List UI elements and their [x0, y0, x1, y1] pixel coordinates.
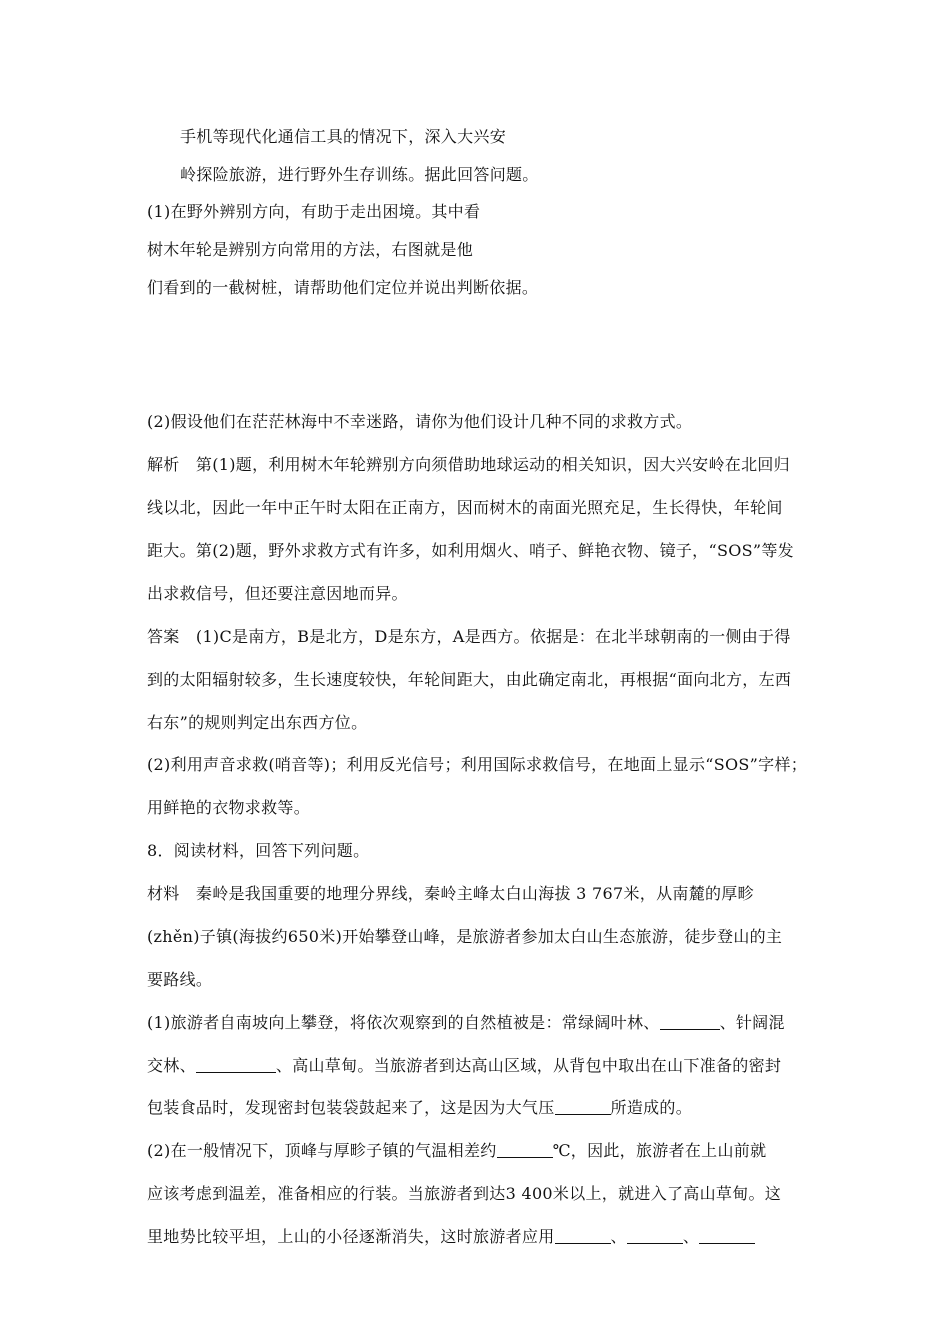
- answer-line-1: 答案 (1)C是南方，B是北方，D是东方，A是西方。依据是：在北半球朝南的一侧由于得: [147, 627, 791, 646]
- question-8-1-line-3: [147, 1097, 807, 1119]
- text-segment: 包装食品时，发现密封包装袋鼓起来了，这是因为大气压: [147, 1098, 555, 1117]
- question-7-1-line-1: (1)在野外辨别方向，有助于走出困境。其中看: [147, 202, 481, 221]
- intro-line-1: 手机等现代化通信工具的情况下，深入大兴安: [180, 127, 507, 146]
- answer-blank[interactable]: [699, 1227, 755, 1244]
- answer-line-5: 用鲜艳的衣物求救等。: [147, 798, 311, 817]
- material-line-2: (zhěn)子镇(海拔约650米)开始攀登山峰，是旅游者参加太白山生态旅游，徒步登山的主: [147, 927, 783, 946]
- answer-line-4: (2)利用声音求救(哨音等)；利用反光信号；利用国际求救信号，在地面上显示“SOS”字样；: [147, 755, 808, 774]
- answer-blank[interactable]: [497, 1141, 553, 1158]
- answer-blank[interactable]: [555, 1227, 611, 1244]
- question-8-2-line-3: [147, 1226, 807, 1248]
- material-line-1: 材料 秦岭是我国重要的地理分界线，秦岭主峰太白山海拔 3 767米，从南麓的厚畛: [147, 884, 754, 903]
- text-segment: (2)在一般情况下，顶峰与厚畛子镇的气温相差约: [147, 1141, 497, 1160]
- question-8-title: 8．阅读材料，回答下列问题。: [147, 841, 370, 860]
- answer-line-2: 到的太阳辐射较多，生长速度较快，年轮间距大，由此确定南北，再根据“面向北方，左西: [147, 670, 792, 689]
- separator: 、: [610, 1227, 627, 1246]
- text-segment: 里地势比较平坦，上山的小径逐渐消失，这时旅游者应用: [147, 1227, 555, 1246]
- intro-line-2: 岭探险旅游，进行野外生存训练。据此回答问题。: [180, 165, 539, 184]
- question-8-1-line-1: [147, 1012, 807, 1034]
- analysis-line-4: 出求救信号，但还要注意因地而异。: [147, 584, 408, 603]
- text-segment: 所造成的。: [610, 1098, 693, 1117]
- question-7-1-line-3: 们看到的一截树桩，请帮助他们定位并说出判断依据。: [147, 278, 539, 297]
- answer-blank[interactable]: [196, 1056, 276, 1073]
- question-8-2-line-2: 应该考虑到温差，准备相应的行装。当旅游者到达3 400米以上，就进入了高山草甸。这: [147, 1184, 782, 1203]
- answer-line-3: 右东”的规则判定出东西方位。: [147, 713, 368, 732]
- analysis-line-3: 距大。第(2)题，野外求救方式有许多，如利用烟火、哨子、鲜艳衣物、镜子，“SOS”等发: [147, 541, 794, 560]
- text-segment: 交林、: [147, 1056, 196, 1075]
- separator: 、: [682, 1227, 700, 1246]
- text-segment: 、针阔混: [719, 1013, 785, 1032]
- analysis-line-1: 解析 第(1)题，利用树木年轮辨别方向须借助地球运动的相关知识，因大兴安岭在北回归: [147, 455, 790, 474]
- question-8-1-line-2: [147, 1055, 807, 1077]
- answer-blank[interactable]: [660, 1013, 720, 1030]
- question-7-2: (2)假设他们在茫茫林海中不幸迷路，请你为他们设计几种不同的求救方式。: [147, 412, 693, 431]
- question-8-2-line-1: [147, 1140, 807, 1162]
- text-segment: ℃，因此，旅游者在上山前就: [552, 1141, 767, 1160]
- text-segment: 、高山草甸。当旅游者到达高山区域，从背包中取出在山下准备的密封: [275, 1056, 782, 1075]
- answer-blank[interactable]: [627, 1227, 683, 1244]
- analysis-line-2: 线以北，因此一年中正午时太阳在正南方，因而树木的南面光照充足，生长得快，年轮间: [147, 498, 783, 517]
- question-7-1-line-2: 树木年轮是辨别方向常用的方法，右图就是他: [147, 240, 474, 259]
- text-segment: (1)旅游者自南坡向上攀登，将依次观察到的自然植被是：常绿阔叶林、: [147, 1013, 660, 1032]
- answer-blank[interactable]: [555, 1098, 611, 1115]
- material-line-3: 要路线。: [147, 970, 213, 989]
